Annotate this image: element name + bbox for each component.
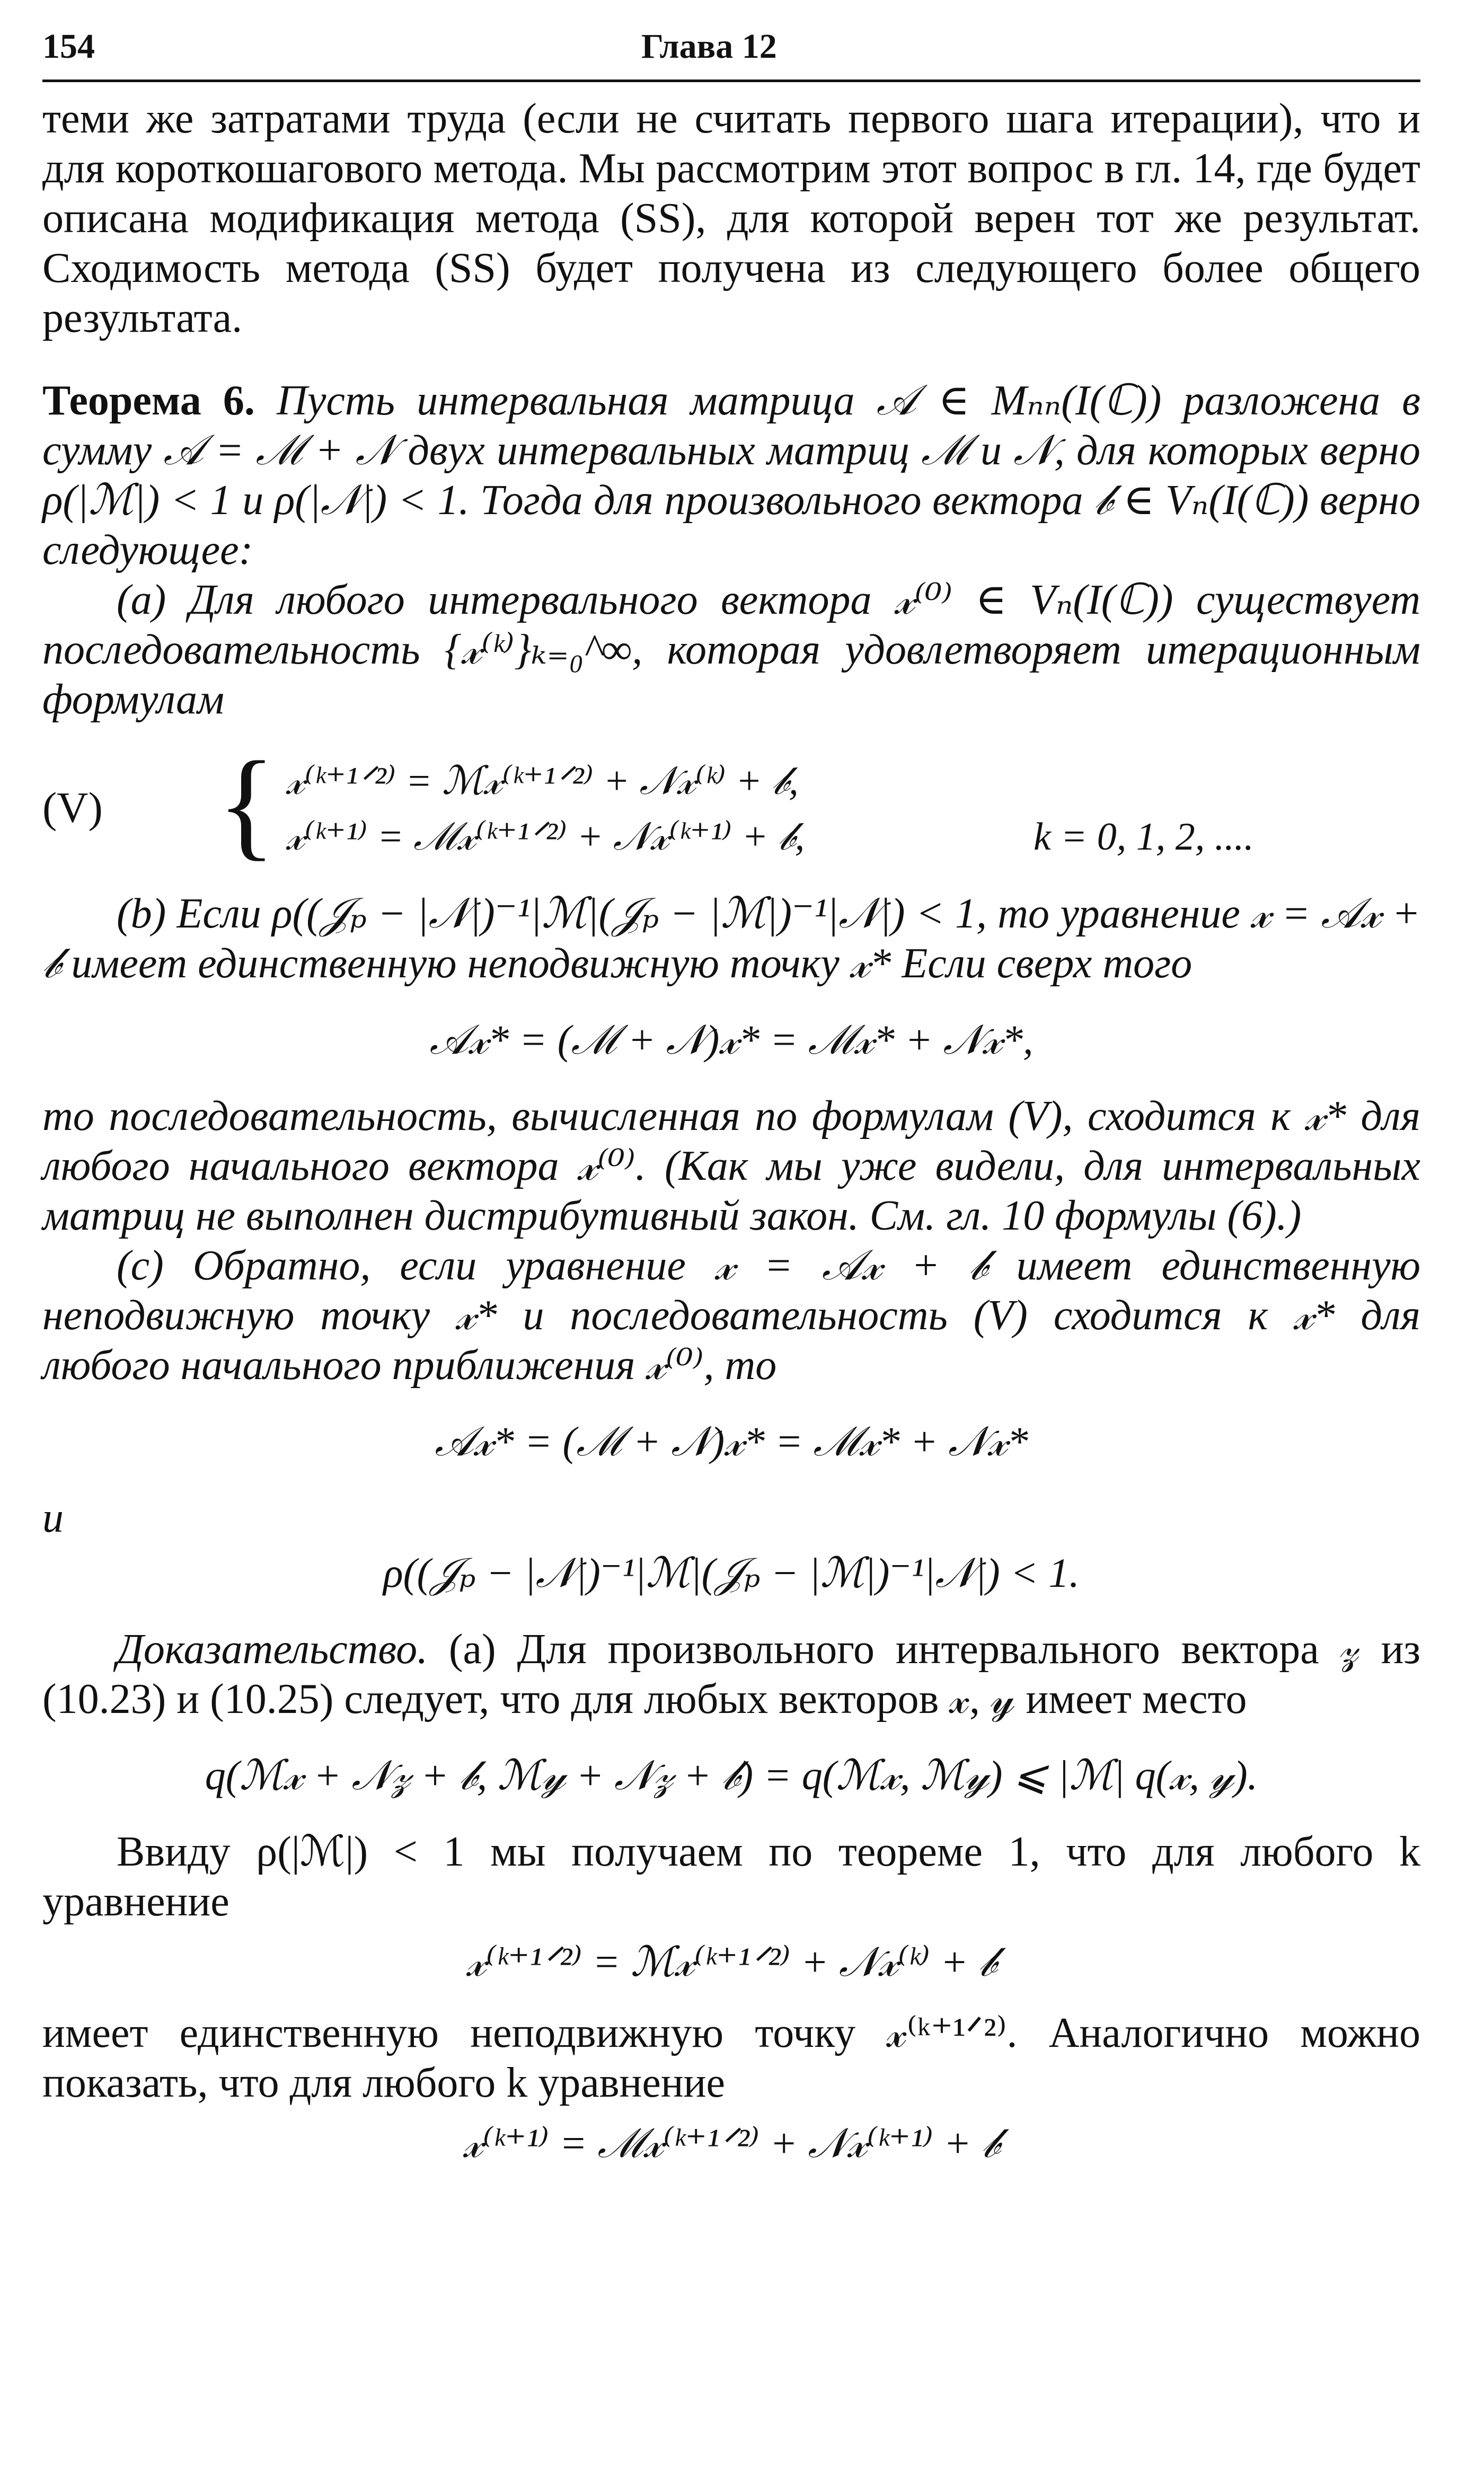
theorem-paragraph — [42, 376, 1420, 575]
theorem-part-b-continued: то последовательность, вычисленная по формулам (V), сходится к 𝓍* для любого начального вектора 𝓍⁽⁰⁾. (Как мы уже видели, для интервальных матриц не выполнен дистрибутивный закон. См. гл. 10 формулы (6).) — [42, 1093, 1420, 1239]
unique-paragraph: имеет единственную неподвижную точку 𝓍⁽ᵏ⁺¹ᐟ²⁾. Аналогично можно показать, что для любого k уравнение — [42, 2010, 1420, 2106]
formula-c1: 𝒜𝓍* = (ℳ + 𝒩)𝓍* = ℳ𝓍* + 𝒩𝓍* — [435, 1418, 1028, 1464]
system-index-range: k = 0, 1, 2, .... — [1034, 815, 1254, 859]
theorem-part-c: (c) Обратно, если уравнение 𝓍 = 𝒜𝓍 + 𝒷 имеет единственную неподвижную точку 𝓍* и последовательность (V) сходится к 𝓍* для любого начального приближения 𝓍⁽⁰⁾, то — [42, 1242, 1420, 1389]
page-body — [42, 82, 1420, 2168]
proof-text: (a) Для произвольного интервального вектора 𝓏 из (10.23) и (10.25) следует, что для любых векторов 𝓍, 𝓎 имеет место — [42, 1626, 1420, 1722]
proof-paragraph — [42, 1624, 1420, 1724]
formula-c2: ρ((𝒥ₚ − |𝒩|)⁻¹|ℳ|(𝒥ₚ − |ℳ|)⁻¹|𝒩|) < 1. — [383, 1550, 1080, 1596]
page-number: 154 — [42, 27, 95, 66]
formula-q: q(ℳ𝓍 + 𝒩𝓏 + 𝒷, ℳ𝓎 + 𝒩𝓏 + 𝒷) = q(ℳ𝓍, ℳ𝓎) ⩽ |ℳ| q(𝓍, 𝓎). — [205, 1752, 1258, 1798]
system-brace: { — [217, 736, 276, 871]
iteration-system — [42, 736, 1420, 871]
system-line-2: 𝓍⁽ᵏ⁺¹⁾ = ℳ𝓍⁽ᵏ⁺¹ᐟ²⁾ + 𝒩𝓍⁽ᵏ⁺¹⁾ + 𝒷, — [286, 815, 805, 859]
theorem-statement: Пусть интервальная матрица 𝒜 ∈ Mₙₙ(I(ℂ)) разложена в сумму 𝒜 = ℳ + 𝒩 двух интервальных матриц ℳ и 𝒩, для которых верно ρ(|ℳ|) < 1 и ρ(|𝒩|) < 1. Тогда для произвольного вектора 𝒷 ∈ Vₙ(I(ℂ)) верно следующее: — [42, 377, 1421, 573]
theorem-part-b: (b) Если ρ((𝒥ₚ − |𝒩|)⁻¹|ℳ|(𝒥ₚ − |ℳ|)⁻¹|𝒩|) < 1, то уравнение 𝓍 = 𝒜𝓍 + 𝒷 имеет единственную неподвижную точку 𝓍* Если сверх того — [42, 890, 1420, 987]
view-paragraph: Ввиду ρ(|ℳ|) < 1 мы получаем по теореме 1, что для любого k уравнение — [42, 1828, 1420, 1925]
chapter-title: Глава 12 — [641, 27, 777, 66]
book-page — [42, 21, 1420, 2179]
formula-v1: 𝓍⁽ᵏ⁺¹ᐟ²⁾ = ℳ𝓍⁽ᵏ⁺¹ᐟ²⁾ + 𝒩𝓍⁽ᵏ⁾ + 𝒷 — [466, 1939, 996, 1985]
system-line-1: 𝓍⁽ᵏ⁺¹ᐟ²⁾ = ℳ𝓍⁽ᵏ⁺¹ᐟ²⁾ + 𝒩𝓍⁽ᵏ⁾ + 𝒷, — [286, 759, 799, 803]
intro-paragraph: теми же затратами труда (если не считать первого шага итерации), что и для короткошагового метода. Мы рассмотрим этот вопрос в гл. 14, где будет описана модификация метода (SS), для которой верен тот же результат. Сходимость метода (SS) будет получена из следующего более общего результата. — [42, 95, 1420, 341]
formula-b: 𝒜𝓍* = (ℳ + 𝒩)𝓍* = ℳ𝓍* + 𝒩𝓍*, — [429, 1017, 1034, 1063]
and-word: и — [42, 1495, 64, 1541]
theorem-label: Теорема 6. — [42, 377, 255, 424]
formula-v2: 𝓍⁽ᵏ⁺¹⁾ = ℳ𝓍⁽ᵏ⁺¹ᐟ²⁾ + 𝒩𝓍⁽ᵏ⁺¹⁾ + 𝒷 — [463, 2120, 1000, 2166]
system-label: (V) — [42, 783, 103, 832]
theorem-part-a: (a) Для любого интервального вектора 𝓍⁽⁰⁾ ∈ Vₙ(I(ℂ)) существует последовательность {𝓍⁽ᵏ⁾}ₖ₌₀^∞, которая удовлетворяет итерационным формулам — [42, 577, 1420, 723]
proof-label: Доказательство. — [117, 1626, 428, 1673]
page-header — [42, 21, 1420, 82]
